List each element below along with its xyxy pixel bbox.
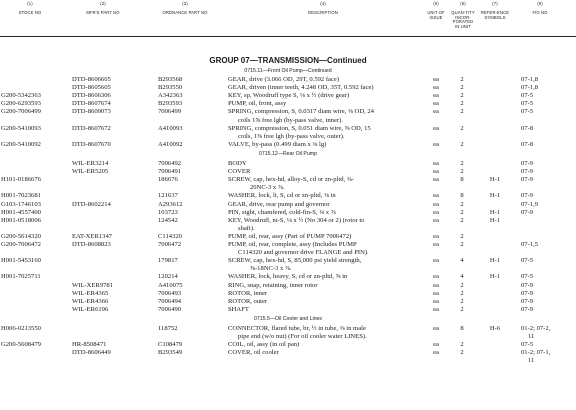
cell-fig: 07-9 — [521, 289, 534, 297]
cell-unit: ea — [433, 349, 439, 357]
cell-qty: 2 — [460, 341, 464, 349]
cell-unit: ea — [433, 124, 439, 132]
continuation-text: coils 1⅝ free lgh (by-pass valve, inner). — [238, 116, 343, 124]
subsection-title: 0715.12—Rear Oil Pump — [259, 150, 317, 157]
cell-qty: 2 — [460, 92, 464, 100]
table-row — [0, 341, 576, 349]
cell-fig: 07-5 — [521, 108, 534, 116]
cell-mfr: DTD-8607670 — [72, 140, 111, 148]
header-ordnance-part-no — [150, 2, 220, 16]
cell-unit: ea — [433, 305, 439, 313]
cell-stock: G200-5608479 — [1, 341, 41, 349]
cell-mfr: DTD-8607672 — [72, 124, 111, 132]
cell-qty: 2 — [460, 289, 464, 297]
table-row — [0, 233, 576, 241]
cell-desc: KEY, Woodruff, ni-S, ⅛ x ½ (No 304 or 2) (rotor to — [228, 216, 365, 224]
header-label: MFR'S PART NO — [86, 9, 120, 15]
cell-unit: ea — [433, 341, 439, 349]
cell-unit: ea — [433, 289, 439, 297]
cell-ord: 179817 — [158, 257, 178, 265]
cell-qty: 2 — [460, 208, 464, 216]
table-row — [0, 290, 576, 298]
cell-mfr: DTD-8608823 — [72, 241, 111, 248]
table-row — [0, 241, 576, 249]
cell-stock: G200-7006499 — [1, 108, 41, 116]
cell-unit: ea — [433, 108, 439, 116]
cell-qty: 2 — [460, 160, 464, 167]
cell-fig: 07-5 — [521, 257, 534, 265]
cell-desc: SPRING, compression, S, 0.0317 diam wire, ⅜ OD, 24 — [228, 108, 374, 116]
cell-stock: H006-0213550 — [1, 325, 41, 332]
cell-fig: 07-1,8 — [521, 76, 539, 83]
subsection-title: 0715.11—Front Oil Pump—Continued — [244, 68, 332, 74]
fig-continuation: 11 — [528, 357, 535, 365]
description-continuation — [0, 133, 576, 141]
cell-fig: 07-5 — [521, 273, 534, 281]
table-row — [0, 201, 576, 209]
cell-ord: B293549 — [158, 349, 183, 357]
cell-stock: H001-7025711 — [1, 273, 41, 281]
cell-qty: 2 — [460, 168, 464, 176]
cell-qty: 2 — [460, 100, 464, 108]
cell-ord: 7006493 — [158, 289, 182, 297]
cell-unit: ea — [433, 232, 439, 240]
continuation-text: pipe end (w/o nut) (For oil cooler water LINES). — [238, 333, 367, 341]
header-label: REFER-ENCE SYMBOLS — [480, 9, 510, 20]
cell-qty: 2 — [460, 349, 464, 357]
cell-mfr: DTD-8609073 — [72, 108, 111, 116]
cell-desc: WASHER, lock, heavy, S, cd or zn-pltd, ⅝ in — [228, 273, 348, 281]
cell-stock: H001-7023681 — [1, 192, 41, 200]
header-number: (8) — [537, 1, 543, 6]
table-row — [0, 100, 576, 108]
cell-unit: ea — [433, 192, 439, 200]
cell-unit: ea — [433, 200, 439, 208]
cell-stock: G200-5410093 — [1, 124, 41, 132]
cell-mfr: WIL-ER4365 — [72, 289, 109, 297]
cell-unit: ea — [433, 216, 439, 224]
cell-desc: GEAR, driven (inner teeth, 4.248 OD, 35T, 0.592 face) — [228, 84, 374, 92]
header-number: (4) — [320, 1, 326, 6]
cell-unit: ea — [433, 241, 439, 248]
cell-mfr: WIL-ER4366 — [72, 297, 109, 305]
cell-fig: 07-9 — [521, 192, 534, 200]
cell-ord: 121637 — [158, 192, 178, 200]
cell-ref: H-1 — [489, 216, 501, 224]
cell-ord: 118752 — [158, 325, 178, 332]
cell-unit: ea — [433, 273, 439, 281]
cell-desc: GEAR, drive (3.066 OD, 29T, 0.592 face) — [228, 76, 340, 83]
cell-desc: PUMP, oil, rear, assy (Part of PUMP 7006472) — [228, 232, 352, 240]
description-continuation — [0, 333, 576, 341]
table-row — [0, 192, 576, 200]
table-row — [0, 108, 576, 116]
cell-fig: 07-9 — [521, 297, 534, 305]
cell-qty: 2 — [460, 124, 464, 132]
cell-ord: B293550 — [158, 84, 183, 92]
cell-qty: 2 — [460, 200, 464, 208]
cell-ord: C108479 — [158, 341, 183, 349]
cell-fig: 07-5 — [521, 100, 534, 108]
cell-mfr: HR-8508471 — [72, 341, 107, 349]
table-row — [0, 141, 576, 149]
cell-fig: 07-8 — [521, 140, 534, 148]
table-row — [0, 160, 576, 168]
cell-desc: SPRING, compression, S, 0.051 diam wire, ⅝ OD, 15 — [228, 124, 371, 132]
cell-mfr: DTD-8607674 — [72, 100, 111, 108]
cell-desc: VALVE, by-pass (0.499 diam x ⅜ lg) — [228, 140, 327, 148]
cell-desc: PIN, stght, chamfered, cold-fin-S, ⅛ x ⅞ — [228, 208, 336, 216]
table-row — [0, 76, 576, 84]
cell-ord: A342363 — [158, 92, 183, 100]
cell-mfr: DTD-8606449 — [72, 349, 111, 357]
cell-ord: 7006499 — [158, 108, 182, 116]
table-row — [0, 298, 576, 306]
header-number: (5) — [433, 1, 439, 6]
table-row — [0, 84, 576, 92]
header-label: STOCK NO — [18, 9, 42, 15]
header-number: (2) — [100, 1, 106, 6]
cell-qty: 2 — [460, 108, 464, 116]
cell-qty: 2 — [460, 140, 464, 148]
header-stock-no — [0, 2, 60, 16]
cell-unit: ea — [433, 84, 439, 92]
cell-stock: H001-4557400 — [1, 208, 41, 216]
cell-desc: SCREW, cap, hex-hd, alloy-S, cd or zn-pltd, ⅜- — [228, 176, 354, 184]
cell-unit: ea — [433, 297, 439, 305]
table-row — [0, 257, 576, 265]
cell-desc: PUMP, oil, front, assy — [228, 100, 287, 108]
cell-fig: 01-2; 07-2, — [521, 325, 551, 332]
cell-mfr: WIL-XER9781 — [72, 281, 114, 289]
cell-ord: 7006472 — [158, 241, 182, 248]
cell-unit: ea — [433, 176, 439, 184]
table-row — [0, 273, 576, 281]
description-continuation — [0, 225, 576, 233]
continuation-text: shaft). — [238, 224, 255, 232]
cell-fig: 01-2; 07-1, — [521, 349, 551, 357]
cell-ord: 186676 — [158, 176, 178, 184]
cell-ref: H-6 — [489, 325, 501, 332]
cell-desc: PUMP, oil, rear, complete, assy (Includes PUMP — [228, 241, 357, 248]
cell-desc: SHAFT — [228, 305, 249, 313]
cell-qty: 8 — [460, 192, 464, 200]
cell-stock: H101-0186676 — [1, 176, 41, 184]
cell-fig: 07-9 — [521, 168, 534, 176]
cell-qty: 2 — [460, 241, 464, 248]
cell-mfr: EAT-XER1347 — [72, 232, 113, 240]
cell-unit: ea — [433, 76, 439, 83]
cell-unit: ea — [433, 92, 439, 100]
cell-ord: B293568 — [158, 76, 183, 83]
cell-ref: H-1 — [489, 192, 501, 200]
continuation-text: C114320 and governor drive FLANGE and PIN). — [238, 249, 369, 257]
cell-fig: 07-9 — [521, 305, 534, 313]
cell-qty: 8 — [460, 325, 464, 332]
cell-fig: 07-5 — [521, 341, 534, 349]
table-row — [0, 349, 576, 357]
cell-ord: 7006491 — [158, 168, 182, 176]
table-row — [0, 125, 576, 133]
group-title: GROUP 07—TRANSMISSION—Continued — [209, 56, 367, 65]
table-row — [0, 217, 576, 225]
cell-ord: 120214 — [158, 273, 178, 281]
cell-ord: 124542 — [158, 216, 178, 224]
cell-ord: A410093 — [158, 124, 183, 132]
cell-qty: 2 — [460, 76, 464, 83]
cell-unit: ea — [433, 257, 439, 265]
subsection-title: 0715.5—Oil Cooler and Lines — [253, 315, 323, 322]
cell-stock: H001-5453160 — [1, 257, 41, 265]
cell-mfr: DTD-8606306 — [72, 92, 111, 100]
header-label: UNIT OF ISSUE — [427, 9, 445, 20]
cell-stock: G103-1746103 — [1, 200, 41, 208]
cell-ord: C114320 — [158, 232, 182, 240]
cell-ord: B293593 — [158, 100, 183, 108]
cell-desc: COVER — [228, 168, 251, 176]
cell-desc: CONNECTOR, flared tube, br, ½ in tube, ⅜ in male — [228, 325, 366, 332]
cell-fig: 07-5 — [521, 92, 534, 100]
header-label: ORDNANCE PART NO — [162, 9, 208, 15]
table-row — [0, 168, 576, 176]
cell-ord: A293612 — [158, 200, 183, 208]
cell-mfr: DTD-8605605 — [72, 84, 111, 92]
description-continuation — [0, 117, 576, 125]
header-description — [228, 2, 418, 16]
cell-desc: KEY, sp, Woodruff type S, ⅛ x ½ (drive gear) — [228, 92, 350, 100]
cell-qty: 4 — [460, 273, 464, 281]
cell-stock: G200-7006472 — [1, 241, 41, 248]
header-label: QUAN-TITY INCOR-PORATED IN UNIT — [451, 9, 475, 30]
cell-qty: 2 — [460, 84, 464, 92]
cell-mfr: WIL-ER6196 — [72, 305, 109, 313]
cell-stock: H001-0518006 — [1, 216, 41, 224]
cell-mfr: WIL-ER5205 — [72, 168, 109, 176]
cell-ref: H-1 — [489, 208, 501, 216]
header-label: FIG NO — [532, 9, 548, 15]
cell-unit: ea — [433, 140, 439, 148]
cell-stock: G200-5614320 — [1, 232, 41, 240]
header-reference-symbols — [480, 2, 510, 20]
header-number: (1) — [27, 1, 33, 6]
cell-qty: 2 — [460, 216, 464, 224]
fig-continuation: 11 — [528, 333, 535, 341]
cell-desc: RING, snap, retaining, inner rotor — [228, 281, 318, 289]
description-continuation — [0, 357, 576, 365]
cell-ord: 7006492 — [158, 160, 182, 167]
cell-unit: ea — [433, 208, 439, 216]
cell-qty: 4 — [460, 257, 464, 265]
cell-unit: ea — [433, 168, 439, 176]
header-unit-of-issue — [424, 2, 448, 20]
description-continuation — [0, 249, 576, 257]
cell-desc: ROTOR, outer — [228, 297, 268, 305]
table-row — [0, 325, 576, 333]
cell-unit: ea — [433, 281, 439, 289]
continuation-text: ⅝-18NC-3 x ⅞. — [250, 265, 292, 273]
cell-ord: A410092 — [158, 140, 183, 148]
cell-qty: 2 — [460, 232, 464, 240]
table-row — [0, 282, 576, 290]
header-number: (3) — [182, 1, 188, 6]
cell-desc: BODY — [228, 160, 247, 167]
column-header-row — [0, 2, 576, 37]
table-row — [0, 209, 576, 217]
cell-stock: G200-5342363 — [1, 92, 41, 100]
header-mfr-part-no — [68, 2, 138, 16]
description-continuation — [0, 184, 576, 192]
continuation-text: coils, 1⅝ free lgh (by-pass valve, outer). — [238, 132, 345, 140]
cell-unit: ea — [433, 325, 439, 332]
cell-fig: 07-9 — [521, 208, 534, 216]
cell-desc: GEAR, drive, rear pump and governor — [228, 200, 330, 208]
cell-qty: 2 — [460, 297, 464, 305]
cell-ref: H-1 — [489, 257, 501, 265]
cell-fig: 07-9 — [521, 281, 534, 289]
header-number: (6) — [460, 1, 466, 6]
cell-qty: 2 — [460, 305, 464, 313]
cell-ord: A410075 — [158, 281, 183, 289]
cell-unit: ea — [433, 100, 439, 108]
header-fig-no — [520, 2, 560, 16]
cell-mfr: DTD-8602214 — [72, 200, 111, 208]
cell-fig: 07-9 — [521, 160, 534, 167]
cell-ord: 7006494 — [158, 297, 182, 305]
cell-unit: ea — [433, 160, 439, 167]
continuation-text: 20NC-3 x ⅞. — [250, 184, 285, 192]
cell-fig: 07-1,8 — [521, 84, 539, 92]
cell-ord: 103723 — [158, 208, 178, 216]
header-label: DESCRIPTION — [308, 9, 338, 15]
cell-ref: H-1 — [489, 176, 501, 184]
cell-desc: WASHER, lock, lt, S, cd or zn-pltd, ⅜ in — [228, 192, 336, 200]
cell-stock: G200-5410092 — [1, 140, 41, 148]
cell-fig: 07-1,5 — [521, 241, 539, 248]
cell-mfr: WIL-ER3214 — [72, 160, 109, 167]
table-row — [0, 176, 576, 184]
table-row — [0, 92, 576, 100]
cell-fig: 07-9 — [521, 176, 534, 184]
cell-fig: 07-1,9 — [521, 200, 539, 208]
cell-mfr: DTD-8606605 — [72, 76, 111, 83]
cell-desc: ROTOR, inner — [228, 289, 268, 297]
header-number: (7) — [492, 1, 498, 6]
cell-desc: COVER, oil cooler — [228, 349, 279, 357]
description-continuation — [0, 265, 576, 273]
cell-qty: 8 — [460, 176, 464, 184]
cell-ord: 7006490 — [158, 305, 182, 313]
cell-desc: COIL, oil, assy (in oil pan) — [228, 341, 300, 349]
cell-desc: SCREW, cap, hex-hd, S, 85,000 psi yield strength, — [228, 257, 362, 265]
header-quantity — [450, 2, 476, 30]
cell-stock: G200-6293593 — [1, 100, 41, 108]
cell-qty: 2 — [460, 281, 464, 289]
table-row — [0, 306, 576, 314]
cell-ref: H-1 — [489, 273, 501, 281]
cell-fig: 07-8 — [521, 124, 534, 132]
